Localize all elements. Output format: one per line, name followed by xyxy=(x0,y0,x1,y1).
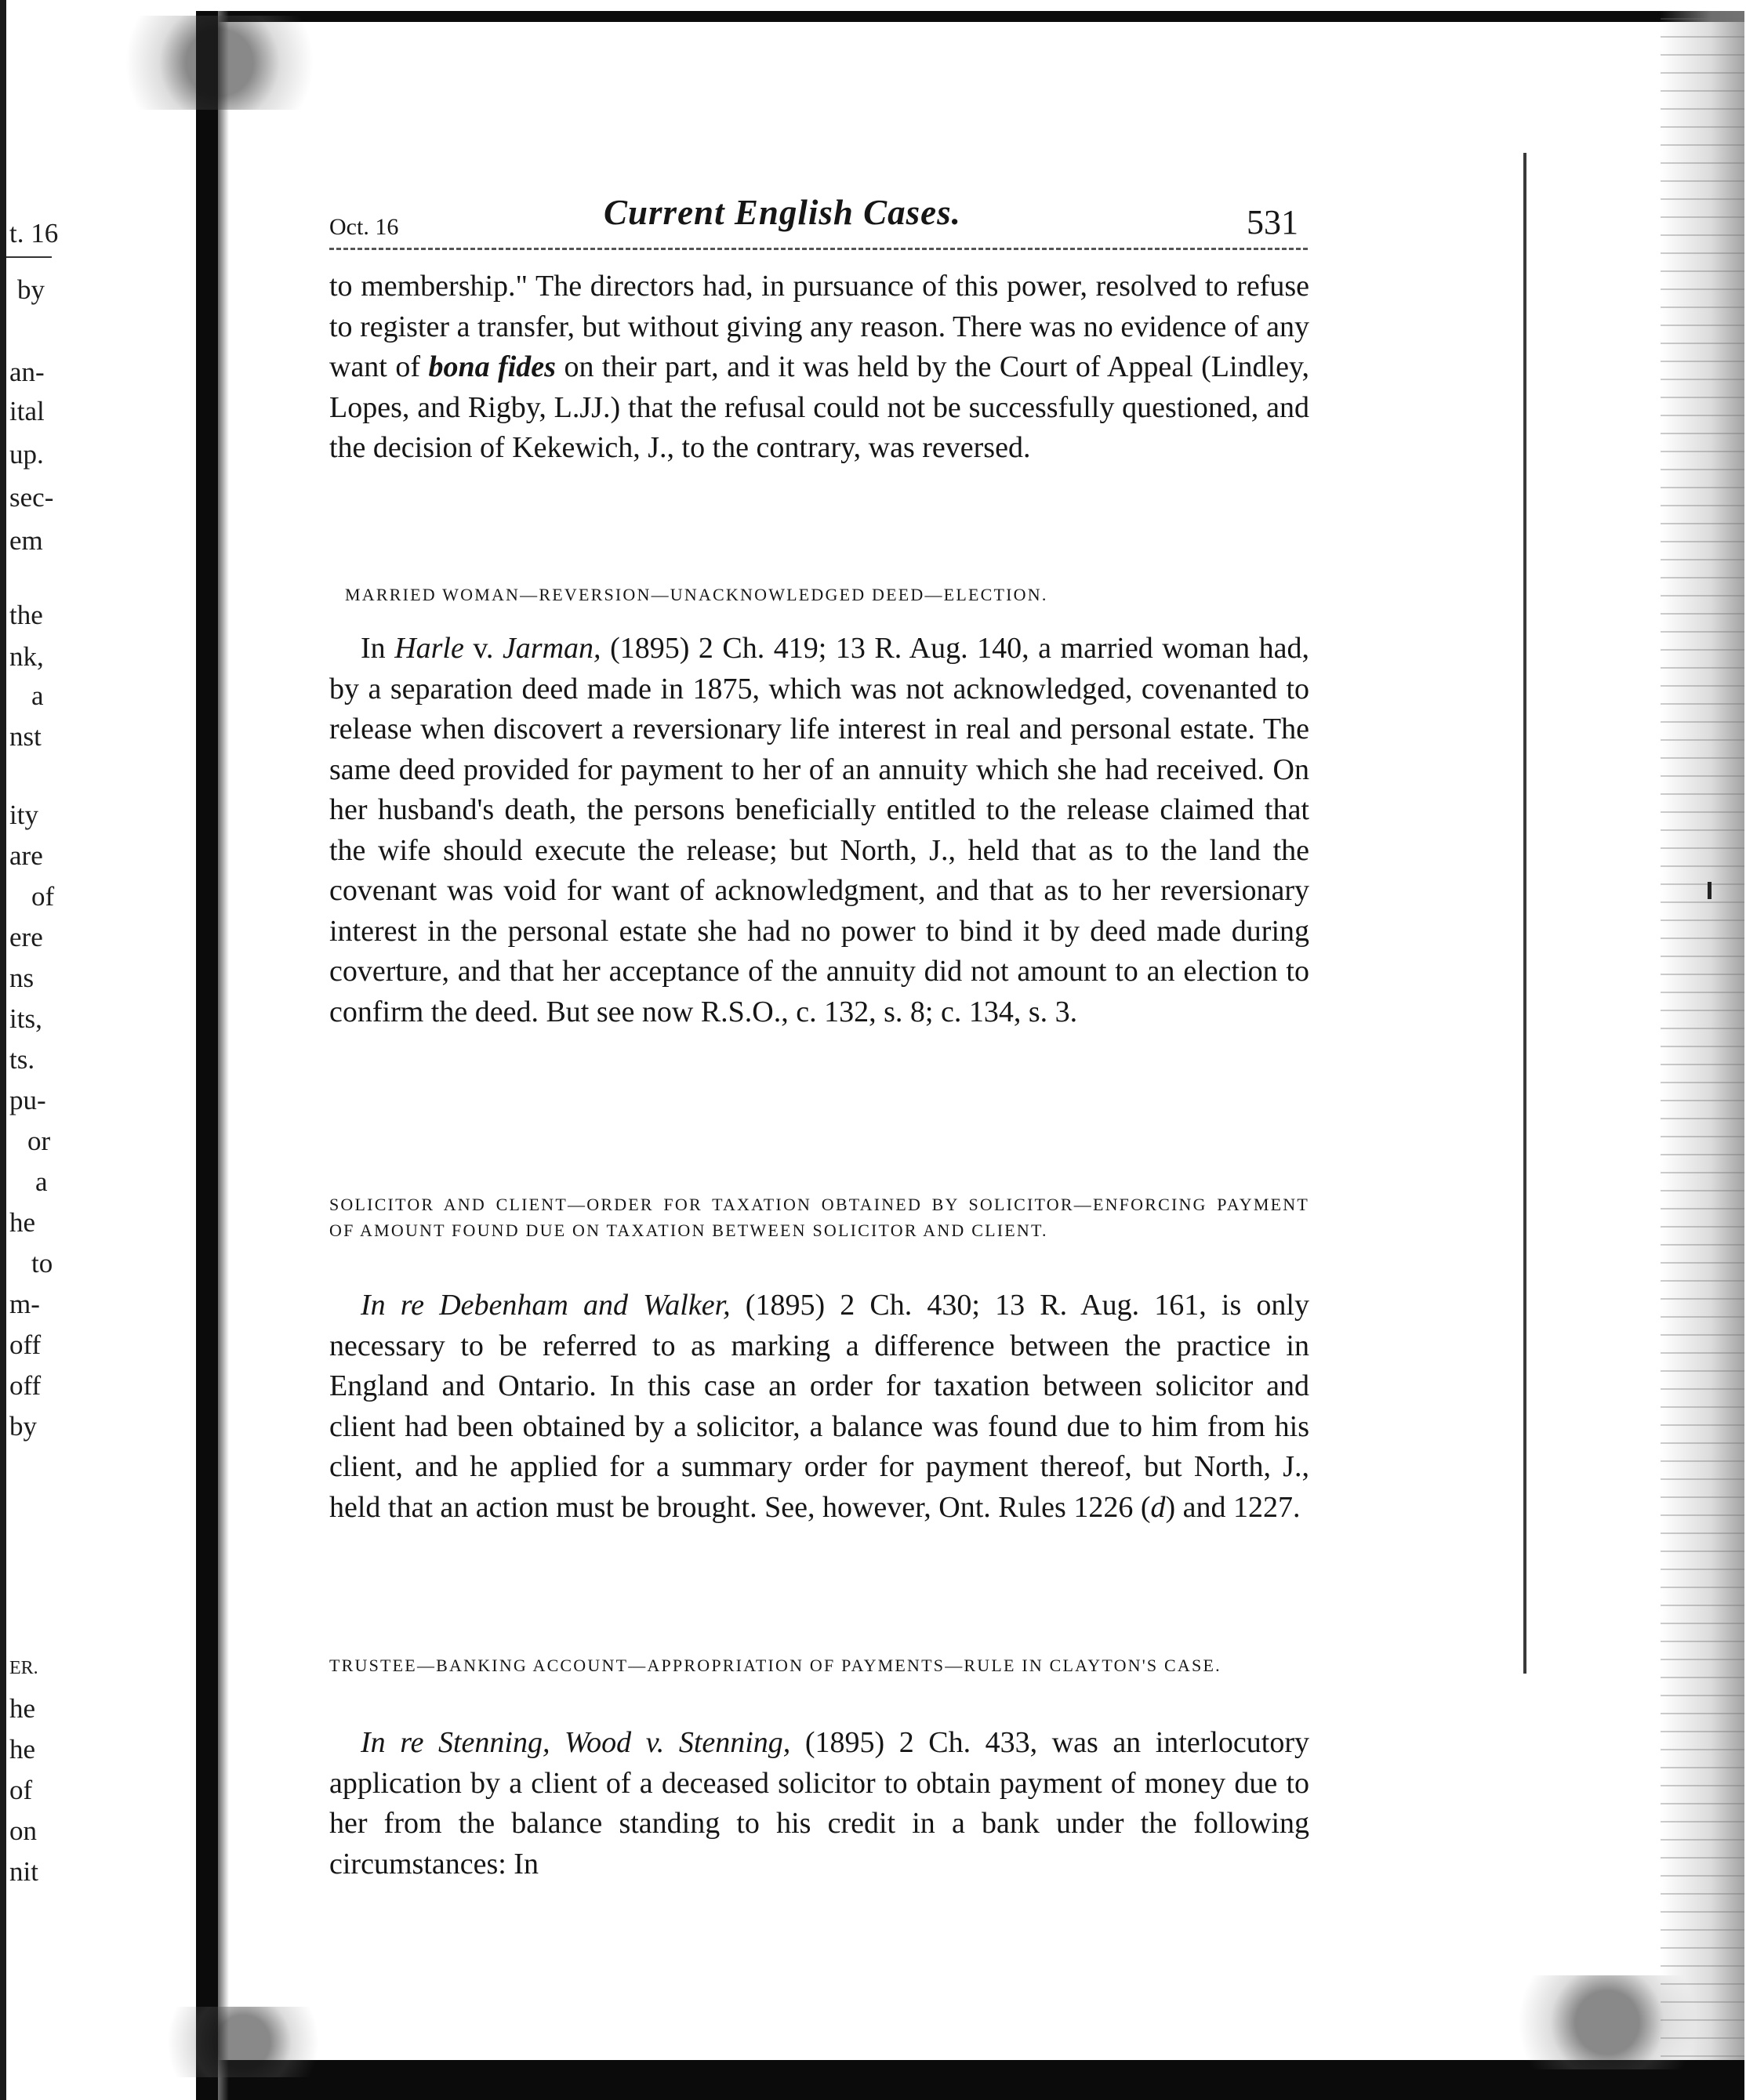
margin-fragment: are xyxy=(9,840,43,871)
gutter-shadow xyxy=(218,11,229,2100)
rule-subsection: d xyxy=(1150,1490,1166,1524)
case-paragraph xyxy=(329,1286,1309,1528)
header-rule xyxy=(329,248,1308,250)
margin-fragment: em xyxy=(9,525,43,556)
right-margin-mark xyxy=(1708,882,1712,899)
margin-fragment: an- xyxy=(9,357,45,387)
margin-fragment: sec- xyxy=(9,482,54,513)
margin-fragment: the xyxy=(9,600,43,630)
margin-fragment: ER. xyxy=(9,1658,38,1678)
margin-fragment: by xyxy=(17,274,45,305)
margin-fragment: he xyxy=(9,1734,36,1765)
margin-fragment: ns xyxy=(9,963,34,993)
case-paragraph xyxy=(329,1723,1309,1884)
paragraph-text: to membership." The directors had, in pursuance of this power, resolved to refuse to register a transfer, but without giving any reason. There was no evidence of any want of xyxy=(329,270,1309,383)
section-heading: MARRIED WOMAN—REVERSION—UNACKNOWLEDGED DEED—ELECTION. xyxy=(345,585,1048,604)
margin-fragment: or xyxy=(27,1126,51,1156)
margin-fragment: a xyxy=(31,680,44,711)
case-party: Harle xyxy=(394,632,464,665)
paragraph-text: v. xyxy=(463,632,503,665)
case-paragraph xyxy=(329,629,1309,1032)
margin-fragment: a xyxy=(35,1166,48,1197)
right-margin-rule xyxy=(1523,153,1526,1674)
facing-page-fragment xyxy=(0,0,94,2100)
margin-fragment: to xyxy=(31,1248,53,1278)
section-heading: SOLICITOR AND CLIENT—ORDER FOR TAXATION OBTAINED BY SOLICITOR—ENFORCING PAYMENT OF AMOUNT FOUND DUE ON TAXATION BETWEEN SOLICITOR AND CLIENT. xyxy=(329,1195,1309,1240)
margin-fragment: m- xyxy=(9,1289,40,1319)
scan-noise-top-left xyxy=(94,16,345,110)
page-title: Current English Cases. xyxy=(604,193,961,232)
case-name: In re Debenham and Walker, xyxy=(361,1289,731,1322)
paragraph-text: on their part, and it was held by the Court of Appeal (Lindley, Lopes, and Rigby, L.JJ.) that the refusal could not be successfully questioned, and the decision of Kekewich, J., to the contrary, was reversed. xyxy=(329,350,1310,464)
margin-fragment: ity xyxy=(9,800,38,830)
section-heading: TRUSTEE—BANKING ACCOUNT—APPROPRIATION OF PAYMENTS—RULE IN CLAYTON'S CASE. xyxy=(329,1656,1221,1675)
margin-fragment: pu- xyxy=(9,1085,46,1115)
page-number: 531 xyxy=(1247,203,1298,241)
margin-fragment: of xyxy=(9,1775,33,1805)
margin-fragment: of xyxy=(31,881,55,912)
book-gutter xyxy=(196,11,218,2100)
paragraph-text: (1895) 2 Ch. 433, was an interlocutory application by a client of a deceased solicitor to obtain payment of money due to her from the balance standing to his credit in a bank under the following circumstances: In xyxy=(329,1726,1309,1881)
margin-fragment: off xyxy=(9,1329,42,1360)
continuation-paragraph xyxy=(329,267,1309,469)
margin-fragment: ital xyxy=(9,396,45,426)
page-edge-right xyxy=(1661,11,1744,2060)
header-date: Oct. 16 xyxy=(329,214,399,240)
scan-noise-bottom-left xyxy=(141,2007,345,2077)
scan-border-top xyxy=(196,11,1744,22)
margin-fragment: nk, xyxy=(9,641,44,672)
margin-fragment: nit xyxy=(9,1856,38,1887)
paragraph-text: (1895) 2 Ch. 430; 13 R. Aug. 161, is only necessary to be referred to as marking a difference between the practice in England and Ontario. In this case an order for taxation between solicitor and client had been obtained by a solicitor, a balance was found due to him from his client, and he applied for a summary order for payment thereof, but North, J., held that an action must be brought. See, however, Ont. Rules 1226 ( xyxy=(329,1289,1309,1524)
margin-fragment: ts. xyxy=(9,1044,35,1075)
margin-fragment: up. xyxy=(9,439,44,470)
case-name: In re Stenning, Wood v. Stenning, xyxy=(361,1726,791,1759)
paragraph-text: ) and 1227. xyxy=(1165,1490,1301,1524)
case-party: Jarman, xyxy=(502,632,601,665)
margin-fragment: on xyxy=(9,1815,37,1846)
margin-fragment: he xyxy=(9,1207,36,1238)
margin-fragment: its, xyxy=(9,1003,42,1034)
paragraph-text: In xyxy=(361,632,395,665)
margin-fragment: off xyxy=(9,1370,42,1401)
margin-fragment: he xyxy=(9,1693,36,1724)
margin-fragment: by xyxy=(9,1411,37,1442)
margin-fragment: ere xyxy=(9,922,43,952)
margin-fragment: nst xyxy=(9,721,42,752)
margin-fragment: t. 16 xyxy=(9,218,59,248)
paragraph-text: (1895) 2 Ch. 419; 13 R. Aug. 140, a married woman had, by a separation deed made in 1875, which was not acknowledged, covenanted to release when discovert a reversionary life interest in real and personal estate. The same deed provided for payment to her of an annuity which she had received. On her husband's death, the persons beneficially entitled to the release claimed that the wife should execute the release; but North, J., held that as to the land the covenant was void for want of acknowledgment, and that as to her reversionary interest in the personal estate she had no power to bind it by deed made during coverture, and that her acceptance of the annuity did not amount to an election to confirm the deed. But see now R.S.O., c. 132, s. 8; c. 134, s. 3. xyxy=(329,632,1309,1028)
latin-phrase: bona fides xyxy=(428,350,556,383)
facing-page-header-rule xyxy=(6,256,52,258)
